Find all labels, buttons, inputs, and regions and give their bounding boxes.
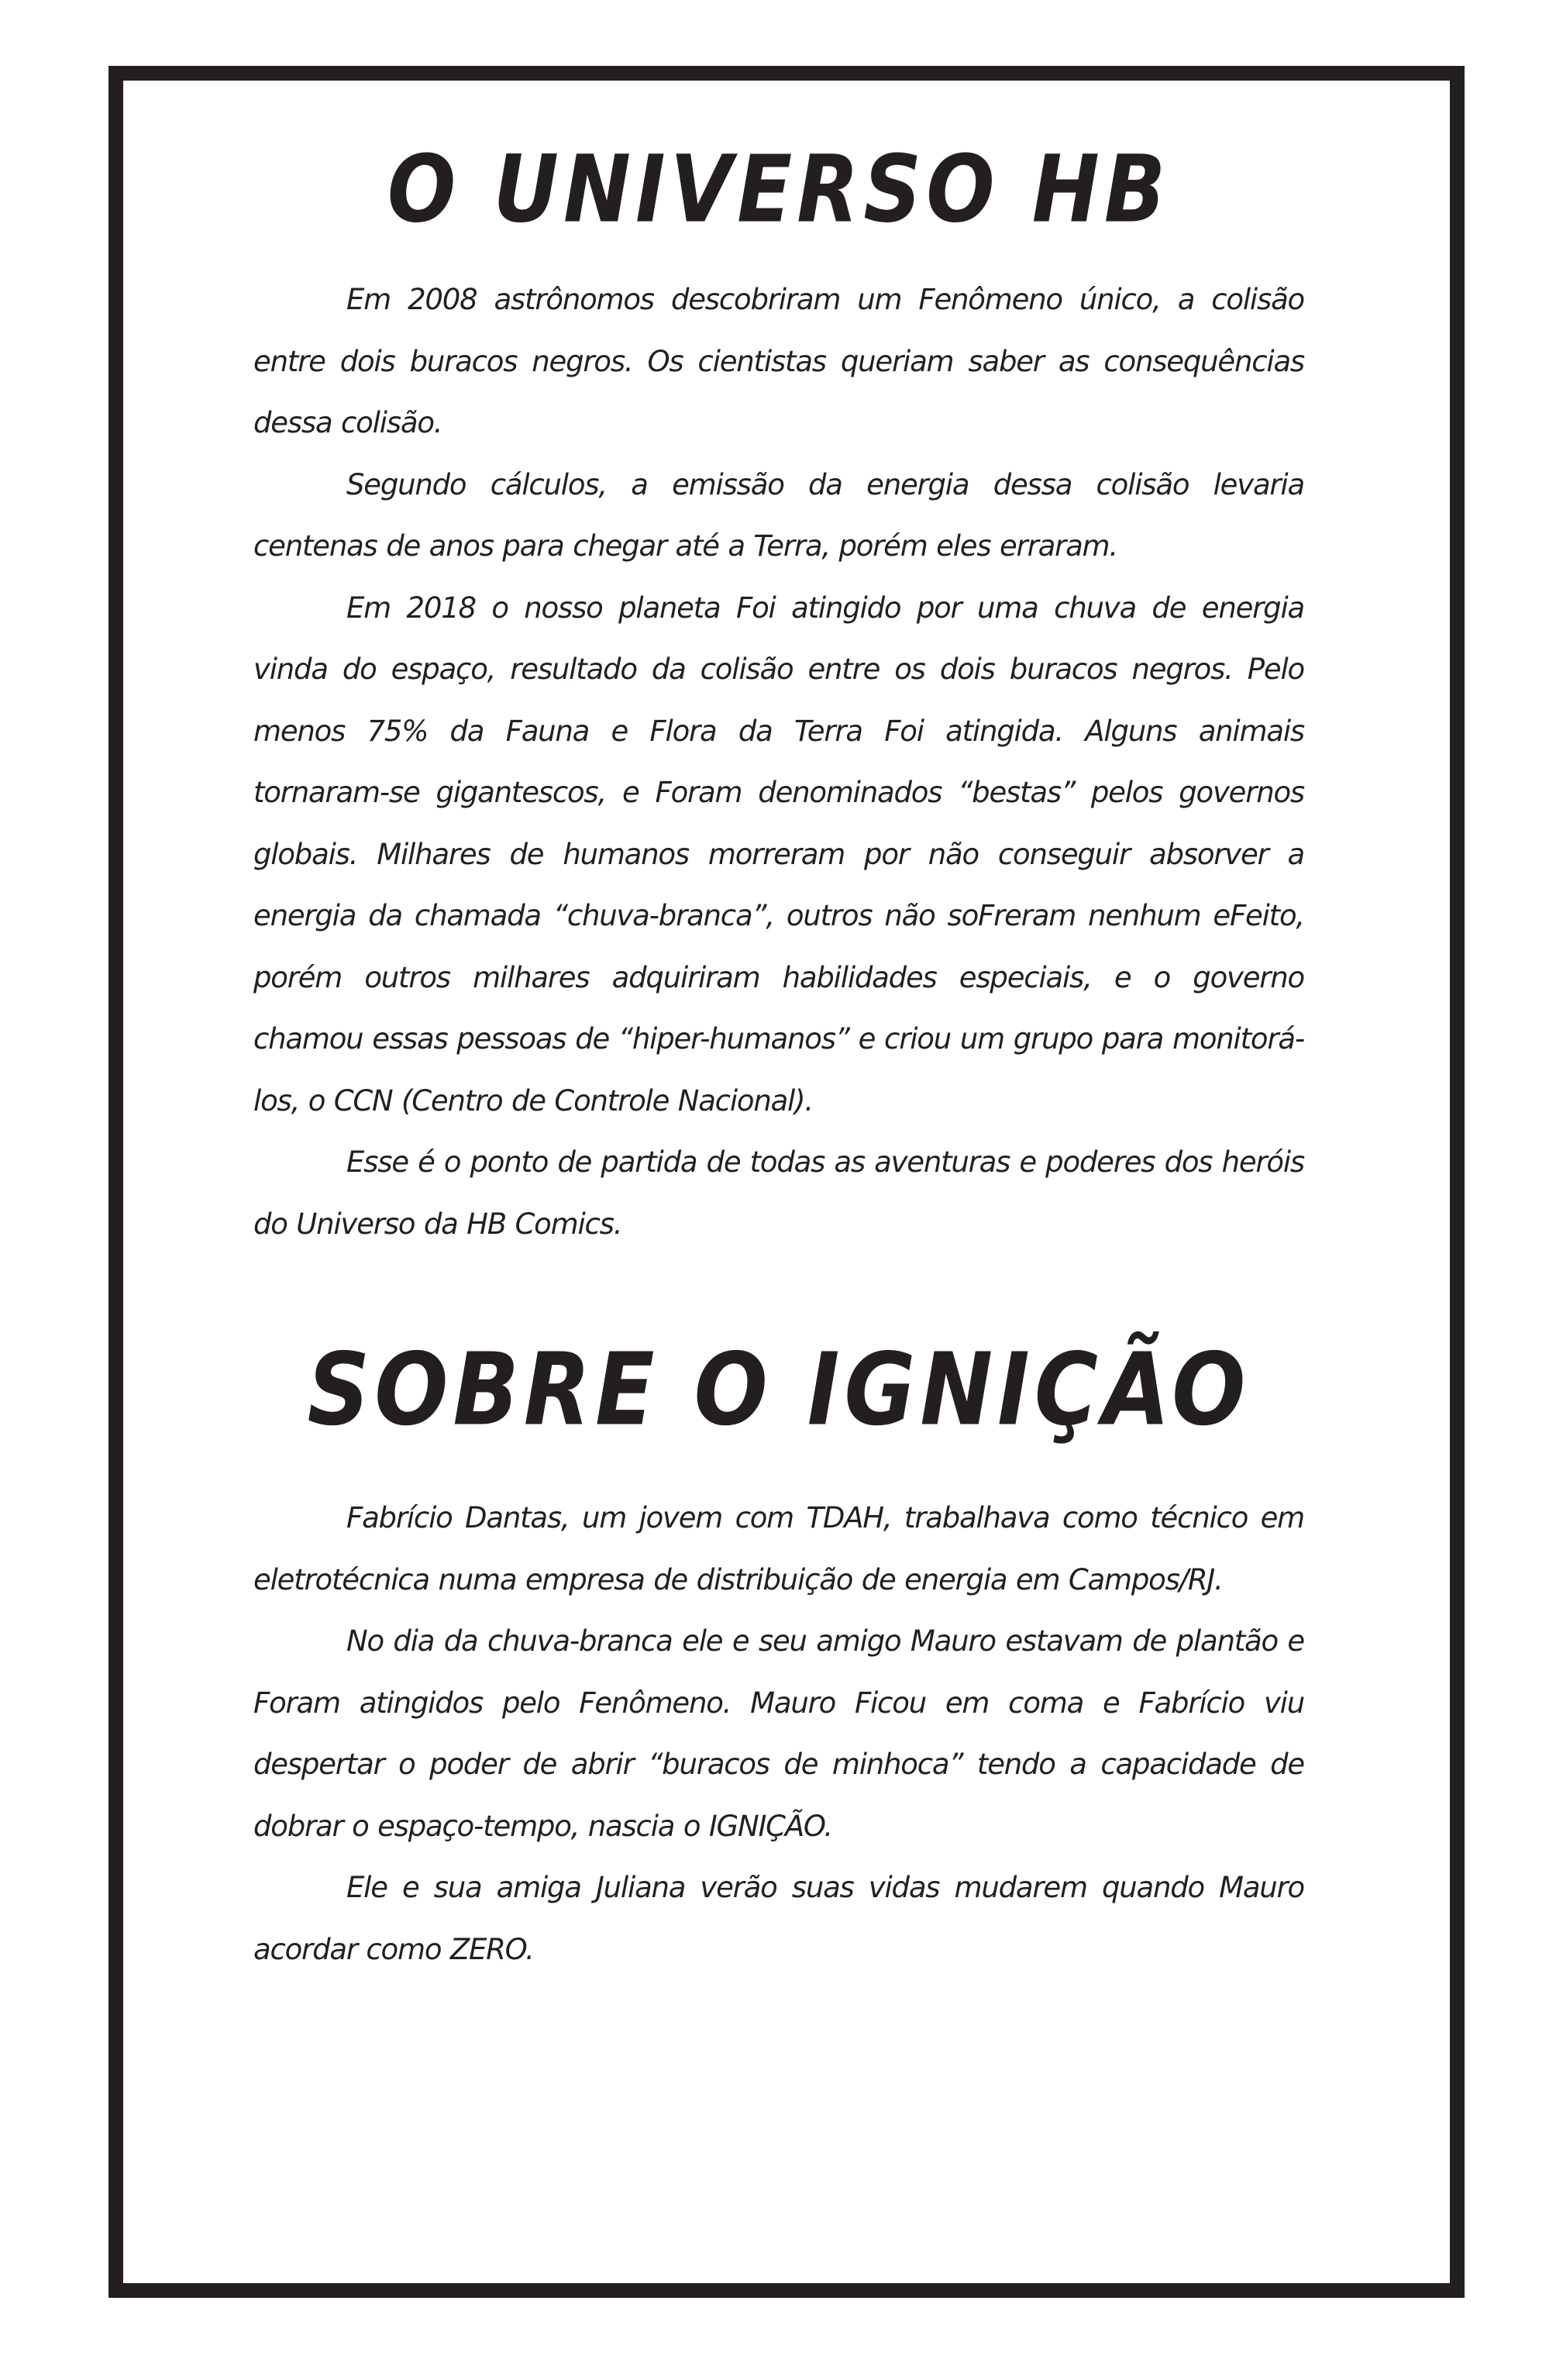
paragraph: No dia da chuva-branca ele e seu amigo Mauro estavam de plantão e Foram atingidos pelo Fenômeno. Mauro Ficou em coma e Fabrício viu despertar o poder de abrir “buracos de minhoca” tendo a capacidade de dobrar o espaço-tempo, nascia o IGNIÇÃO. [253,1624,1304,1843]
page-content [253,66,1304,1980]
paragraph: Em 2008 astrônomos descobriram um Fenômeno único, a colisão entre dois buracos negros. Os cientistas queriam saber as consequências dessa colisão. [253,283,1304,439]
section-sobre-o-ignicao [253,1332,1304,1980]
section-body-sobre-o-ignicao [253,1487,1304,1980]
paragraph: Fabrício Dantas, um jovem com TDAH, trabalhava como técnico em eletrotécnica numa empresa de distribuição de energia em Campos/RJ. [253,1501,1304,1596]
paragraph: Esse é o ponto de partida de todas as aventuras e poderes dos heróis do Universo da HB Comics. [253,1145,1304,1241]
paragraph: Ele e sua amiga Juliana verão suas vidas mudarem quando Mauro acordar como ZERO. [253,1871,1304,1966]
section-title-universo-hb: O UNIVERSO HB [387,134,1171,244]
section-title-sobre-o-ignicao: SOBRE O IGNIÇÃO [307,1332,1251,1448]
section-universo-hb [253,136,1304,1255]
paragraph: Segundo cálculos, a emissão da energia dessa colisão levaria centenas de anos para chegar até a Terra, porém eles erraram. [253,467,1304,563]
section-body-universo-hb [253,269,1304,1255]
paragraph: Em 2018 o nosso planeta Foi atingido por uma chuva de energia vinda do espaço, resultado da colisão entre os dois buracos negros. Pelo menos 75% da Fauna e Flora da Terra Foi atingida. Alguns animais tornaram-se gigantescos, e Foram denominados “bestas” pelos governos globais. Milhares de humanos morreram por não conseguir absorver a energia da chamada “chuva-branca”, outros não soFreram nenhum eFeito, porém outros milhares adquiriram habilidades especiais, e o governo chamou essas pessoas de “hiper-humanos” e criou um grupo para monitorá-los, o CCN (Centro de Controle Nacional). [253,591,1304,1118]
